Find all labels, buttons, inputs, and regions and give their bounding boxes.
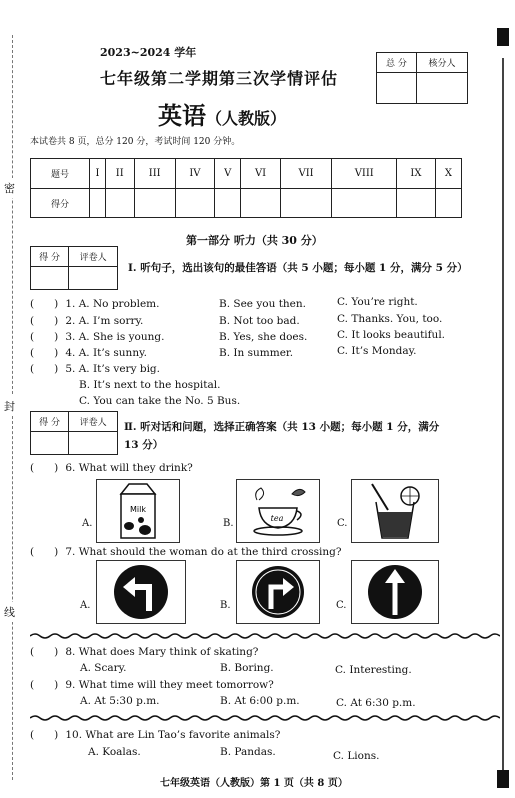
answer-paren-open[interactable]: (	[30, 298, 35, 310]
question-number: 3.	[65, 331, 76, 343]
col-8: VIII	[332, 159, 397, 189]
wavy-divider	[30, 632, 500, 640]
col-5: V	[215, 159, 241, 189]
grader-box-1	[30, 246, 118, 290]
bar-block-top	[497, 28, 509, 46]
score-cell[interactable]	[280, 189, 332, 218]
option-a: A. No problem.	[78, 298, 160, 310]
turn-right-arrow-icon	[237, 561, 319, 623]
answer-paren-close[interactable]: )	[54, 331, 59, 343]
grader-name-label: 评卷人	[69, 412, 118, 432]
answer-paren-close[interactable]: )	[54, 363, 59, 375]
col-10: X	[435, 159, 461, 189]
question-8	[30, 646, 258, 658]
q2-option-b: B. Not too bad.	[219, 315, 300, 327]
school-year: 2023~2024 学年	[100, 46, 197, 59]
q6-option-c-label: C.	[337, 518, 348, 529]
go-straight-arrow-icon	[352, 561, 438, 623]
answer-paren-open[interactable]: (	[30, 679, 35, 691]
wavy-divider	[30, 714, 500, 722]
binding-char-xian: 线	[4, 602, 15, 622]
answer-paren-close[interactable]: )	[54, 298, 59, 310]
col-3: III	[134, 159, 175, 189]
answer-paren-close[interactable]: )	[54, 315, 59, 327]
question-text: What does Mary think of skating?	[78, 646, 259, 658]
binding-char-mi: 密	[4, 178, 15, 198]
answer-paren-close[interactable]: )	[54, 679, 59, 691]
question-number-label: 题号	[31, 159, 90, 189]
question-4	[30, 347, 147, 359]
q4-option-b: B. In summer.	[219, 347, 294, 359]
score-cell[interactable]	[435, 189, 461, 218]
question-number: 10.	[65, 729, 83, 741]
milk-carton-image[interactable]	[96, 479, 180, 543]
answer-paren-open[interactable]: (	[30, 646, 35, 658]
score-cell[interactable]	[134, 189, 175, 218]
answer-paren-open[interactable]: (	[30, 315, 35, 327]
page-footer: 七年级英语（人教版）第 1 页（共 8 页）	[160, 778, 348, 789]
q9-option-c: C. At 6:30 p.m.	[336, 697, 416, 709]
q8-option-a: A. Scary.	[80, 662, 127, 674]
answer-paren-open[interactable]: (	[30, 729, 35, 741]
question-number: 1.	[65, 298, 76, 310]
part1-title: 第一部分 听力（共 30 分）	[186, 234, 323, 247]
option-a: A. It’s sunny.	[78, 347, 147, 359]
answer-paren-open[interactable]: (	[30, 331, 35, 343]
q7-option-b-label: B.	[220, 600, 231, 611]
tea-cup-icon	[237, 480, 319, 542]
grader-box-2	[30, 411, 118, 455]
question-7	[30, 546, 342, 558]
option-a: A. I’m sorry.	[78, 315, 144, 327]
q8-option-b: B. Boring.	[220, 662, 274, 674]
score-table-header-row	[31, 159, 462, 189]
turn-left-sign-image[interactable]	[96, 560, 186, 624]
score-table	[30, 158, 462, 218]
grader-name-cell[interactable]	[69, 432, 118, 455]
answer-paren-close[interactable]: )	[54, 546, 59, 558]
answer-paren-close[interactable]: )	[54, 646, 59, 658]
score-cell[interactable]	[332, 189, 397, 218]
col-1: I	[90, 159, 106, 189]
checker-label: 核分人	[416, 53, 467, 73]
grader-name-cell[interactable]	[69, 267, 118, 290]
answer-paren-close[interactable]: )	[54, 462, 59, 474]
tea-cup-image[interactable]	[236, 479, 320, 543]
right-margin-bar	[497, 28, 509, 788]
score-label: 得分	[31, 189, 90, 218]
q9-option-a: A. At 5:30 p.m.	[80, 695, 160, 707]
col-7: VII	[280, 159, 332, 189]
total-score-label: 总 分	[377, 53, 417, 73]
answer-paren-open[interactable]: (	[30, 546, 35, 558]
section2-title-line2: 13 分）	[124, 439, 164, 451]
question-text: What are Lin Tao’s favorite animals?	[85, 729, 281, 741]
question-text: What should the woman do at the third crossing?	[78, 546, 342, 558]
go-straight-sign-image[interactable]	[351, 560, 439, 624]
option-a: A. She is young.	[78, 331, 165, 343]
grader-score-label: 得 分	[31, 412, 69, 432]
question-6	[30, 462, 193, 474]
question-3	[30, 331, 164, 343]
option-a: A. It’s very big.	[78, 363, 160, 375]
checker-cell[interactable]	[416, 73, 467, 104]
answer-paren-open[interactable]: (	[30, 347, 35, 359]
q3-option-c: C. It looks beautiful.	[337, 329, 446, 341]
q5-option-b: B. It’s next to the hospital.	[79, 379, 221, 391]
q7-option-c-label: C.	[336, 600, 347, 611]
question-number: 5.	[65, 363, 76, 375]
question-number: 4.	[65, 347, 76, 359]
question-9	[30, 679, 274, 691]
question-number: 7.	[65, 546, 76, 558]
q4-option-c: C. It’s Monday.	[337, 345, 417, 357]
q7-option-a-label: A.	[80, 600, 91, 611]
answer-paren-open[interactable]: (	[30, 462, 35, 474]
edition: （人教版）	[206, 109, 287, 128]
score-cell[interactable]	[90, 189, 106, 218]
question-5	[30, 363, 160, 375]
turn-right-sign-image[interactable]	[236, 560, 320, 624]
score-cell[interactable]	[397, 189, 436, 218]
binding-line	[0, 0, 24, 798]
question-10	[30, 729, 280, 741]
exam-info: 本试卷共 8 页，总分 120 分，考试时间 120 分钟。	[30, 137, 241, 147]
col-4: IV	[175, 159, 214, 189]
grader-score-cell[interactable]	[31, 267, 69, 290]
subject-line	[158, 96, 286, 131]
grader-name-label: 评卷人	[69, 247, 118, 267]
score-cell[interactable]	[215, 189, 241, 218]
score-cell[interactable]	[105, 189, 134, 218]
question-text: What will they drink?	[78, 462, 193, 474]
q10-option-a: A. Koalas.	[88, 746, 141, 758]
total-score-cell[interactable]	[377, 73, 417, 104]
q10-option-b: B. Pandas.	[220, 746, 276, 758]
q1-option-c: C. You’re right.	[337, 296, 418, 308]
total-score-box	[376, 52, 468, 104]
section2-title-line1: Ⅱ. 听对话和问题，选择正确答案（共 13 小题；每小题 1 分，满分	[124, 421, 440, 433]
q6-option-b-label: B.	[223, 518, 234, 529]
grader-score-cell[interactable]	[31, 432, 69, 455]
question-number: 2.	[65, 315, 76, 327]
score-cell[interactable]	[175, 189, 214, 218]
q8-option-c: C. Interesting.	[335, 664, 412, 676]
question-2	[30, 315, 143, 327]
bar-block-bottom	[497, 770, 509, 788]
milk-carton-icon	[97, 480, 179, 542]
bar-line	[502, 58, 504, 788]
grader-score-label: 得 分	[31, 247, 69, 267]
juice-glass-image[interactable]	[351, 479, 439, 543]
milk-label-text: Milk	[130, 505, 146, 514]
answer-paren-open[interactable]: (	[30, 363, 35, 375]
col-6: VI	[241, 159, 280, 189]
answer-paren-close[interactable]: )	[54, 729, 59, 741]
question-number: 9.	[65, 679, 76, 691]
score-cell[interactable]	[241, 189, 280, 218]
turn-left-arrow-icon	[97, 561, 185, 623]
question-number: 6.	[65, 462, 76, 474]
q3-option-b: B. Yes, she does.	[219, 331, 308, 343]
answer-paren-close[interactable]: )	[54, 347, 59, 359]
question-1	[30, 298, 159, 310]
binding-char-feng: 封	[4, 396, 15, 416]
q9-option-b: B. At 6:00 p.m.	[220, 695, 300, 707]
q1-option-b: B. See you then.	[219, 298, 306, 310]
question-number: 8.	[65, 646, 76, 658]
q6-option-a-label: A.	[82, 518, 93, 529]
q5-option-c: C. You can take the No. 5 Bus.	[79, 395, 241, 407]
exam-title: 七年级第二学期第三次学情评估	[100, 69, 339, 88]
subject: 英语	[158, 101, 206, 130]
q2-option-c: C. Thanks. You, too.	[337, 313, 443, 325]
tea-label-text: tea	[270, 514, 284, 523]
score-table-score-row	[31, 189, 462, 218]
juice-glass-icon	[352, 480, 438, 542]
question-text: What time will they meet tomorrow?	[78, 679, 274, 691]
col-2: II	[105, 159, 134, 189]
section1-title: Ⅰ. 听句子，选出该句的最佳答语（共 5 小题；每小题 1 分，满分 5 分）	[128, 262, 468, 274]
col-9: IX	[397, 159, 436, 189]
q10-option-c: C. Lions.	[333, 750, 380, 762]
